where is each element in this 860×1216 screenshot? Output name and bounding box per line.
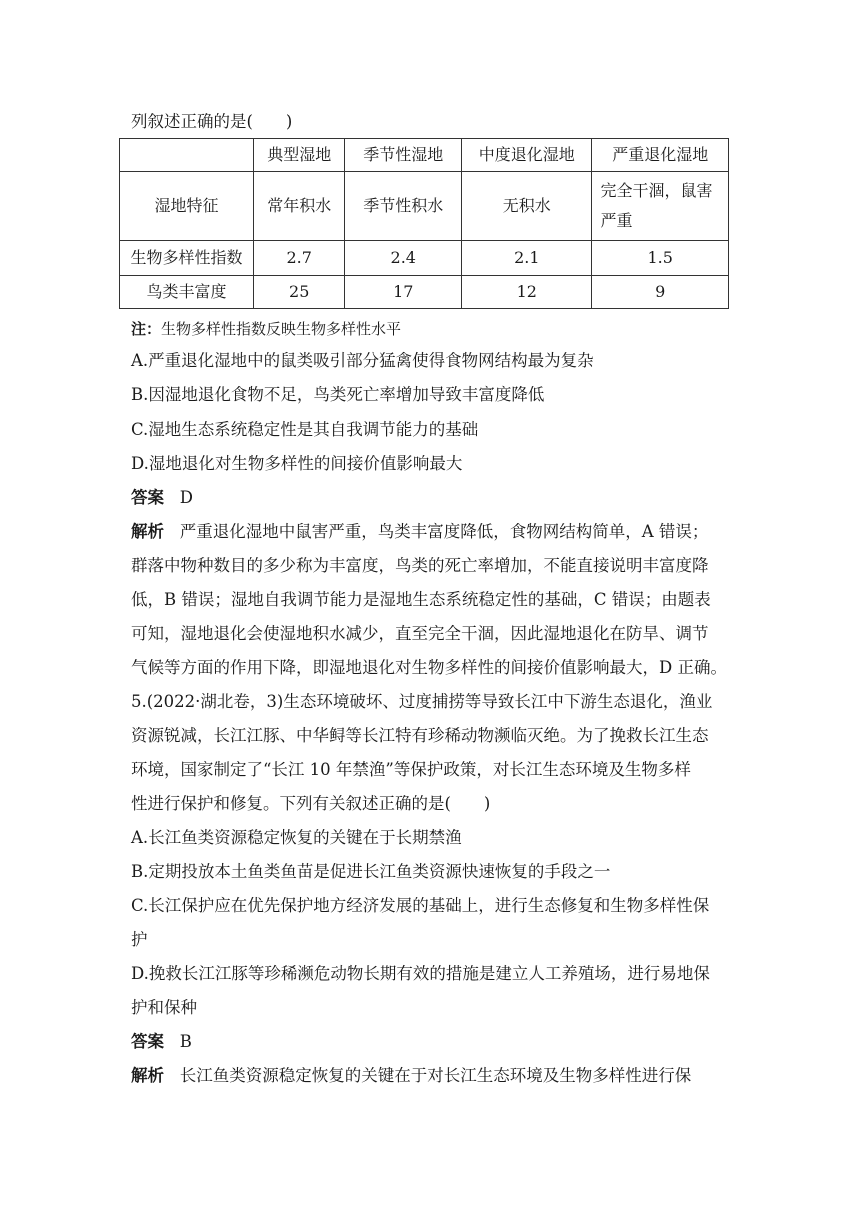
explanation-text: 严重退化湿地中鼠害严重，鸟类丰富度降低，食物网结构简单，A 错误； [179,522,709,541]
answer-value: B [179,1032,192,1051]
option-d: D.湿地退化对生物多样性的间接价值影响最大 [131,454,463,473]
table-cell [592,172,729,241]
answer-line [131,487,193,509]
explanation-line: 可知，湿地退化会使湿地积水减少，直至完全干涸，因此湿地退化在防旱、调节 [131,624,709,643]
table-row [120,276,729,309]
table-header-cell: 典型湿地 [253,139,344,172]
table-cell: 常年积水 [253,172,344,241]
table-header-row [120,139,729,172]
table-cell: 9 [592,276,729,309]
table-cell: 25 [253,276,344,309]
table-cell-line: 严重 [600,211,633,230]
table-header-cell: 严重退化湿地 [592,139,729,172]
table-cell: 17 [345,276,462,309]
table-cell: 2.1 [462,241,592,276]
answer-line [131,1031,192,1053]
explanation-first-line [131,521,708,543]
option-d-continued: 护和保种 [131,998,197,1017]
option-c: C.长江保护应在优先保护地方经济发展的基础上，进行生态修复和生物多样性保 [131,896,710,915]
option-c: C.湿地生态系统稳定性是其自我调节能力的基础 [131,420,479,439]
option-b: B.定期投放本土鱼类鱼苗是促进长江鱼类资源快速恢复的手段之一 [131,862,611,881]
note-text: 生物多样性指数反映生物多样性水平 [161,320,402,338]
option-a: A.严重退化湿地中的鼠类吸引部分猛禽使得食物网结构最为复杂 [131,351,594,370]
table-header-cell: 季节性湿地 [345,139,462,172]
table-note [131,318,401,340]
table-row-label: 湿地特征 [120,172,254,241]
table-cell: 无积水 [462,172,592,241]
explanation-first-line [131,1065,691,1087]
question-stem-line: 5.(2022·湖北卷，3)生态环境破坏、过度捕捞等导致长江中下游生态退化，渔业 [131,692,713,711]
explanation-line: 低，B 错误；湿地自我调节能力是湿地生态系统稳定性的基础，C 错误；由题表 [131,590,711,609]
explanation-line: 气候等方面的作用下降，即湿地退化对生物多样性的间接价值影响最大，D 正确。 [131,658,727,677]
question-intro: 列叙述正确的是( ) [131,112,293,131]
wetland-table [119,138,729,309]
table-header-cell [120,139,254,172]
explanation-label: 解析 [131,522,164,541]
table-cell: 2.7 [253,241,344,276]
explanation-text: 长江鱼类资源稳定恢复的关键在于对长江生态环境及生物多样性进行保 [179,1066,692,1085]
table-row [120,241,729,276]
option-a: A.长江鱼类资源稳定恢复的关键在于长期禁渔 [131,828,462,847]
table-cell: 12 [462,276,592,309]
table-header-cell: 中度退化湿地 [462,139,592,172]
explanation-line: 群落中物种数目的多少称为丰富度，鸟类的死亡率增加，不能直接说明丰富度降 [131,556,709,575]
table-cell: 季节性积水 [345,172,462,241]
question-stem-line: 资源锐减，长江江豚、中华鲟等长江特有珍稀动物濒临灭绝。为了挽救长江生态 [131,726,709,745]
table-cell: 2.4 [345,241,462,276]
table-row-label: 生物多样性指数 [120,241,254,276]
explanation-label: 解析 [131,1066,164,1085]
question-stem-line: 性进行保护和修复。下列有关叙述正确的是( ) [131,794,491,813]
question-stem-line: 环境，国家制定了“长江 10 年禁渔”等保护政策，对长江生态环境及生物多样 [131,760,691,779]
option-b: B.因湿地退化食物不足，鸟类死亡率增加导致丰富度降低 [131,385,545,404]
answer-label: 答案 [131,488,164,507]
option-d: D.挽救长江江豚等珍稀濒危动物长期有效的措施是建立人工养殖场，进行易地保 [131,964,710,983]
table-cell-line: 完全干涸，鼠害 [600,181,713,200]
note-label: 注： [131,320,162,338]
option-c-continued: 护 [131,930,148,949]
answer-label: 答案 [131,1032,164,1051]
answer-value: D [179,488,193,507]
table-row [120,172,729,241]
table-cell: 1.5 [592,241,729,276]
table-row-label: 鸟类丰富度 [120,276,254,309]
